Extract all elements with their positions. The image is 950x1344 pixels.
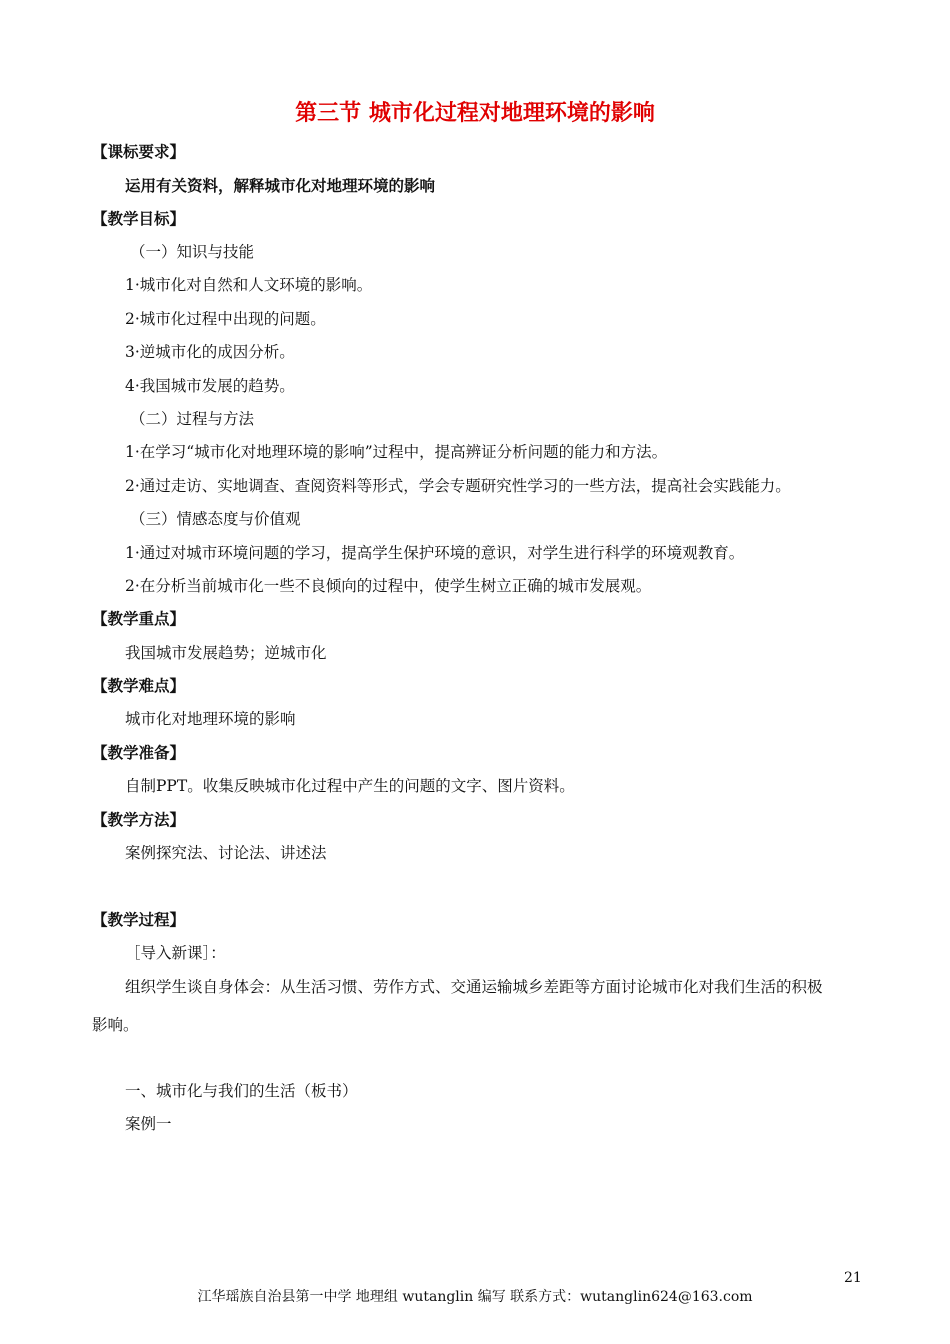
section-heading: 一、城市化与我们的生活（板书）: [125, 1082, 358, 1100]
heading-zhunbei: 【教学准备】: [92, 744, 186, 762]
page-footer: 江华瑶族自治县第一中学 地理组 wutanglin 编写 联系方式：wutanglin624@163.com: [197, 1289, 753, 1305]
fangfa-text: 案例探究法、讨论法、讲述法: [125, 844, 327, 862]
list-item: 2·城市化过程中出现的问题。: [125, 310, 326, 328]
sub-heading-attitude: （三）情感态度与价值观: [130, 510, 301, 528]
list-item: 2·通过走访、实地调查、查阅资料等形式，学会专题研究性学习的一些方法，提高社会实践能力。: [125, 477, 791, 495]
kebiao-text: 运用有关资料，解释城市化对地理环境的影响: [125, 177, 436, 195]
paragraph-line: 影响。: [92, 1016, 139, 1034]
list-item: 2·在分析当前城市化一些不良倾向的过程中，使学生树立正确的城市发展观。: [125, 577, 652, 595]
list-item: 4·我国城市发展的趋势。: [125, 377, 295, 395]
list-item: 1·在学习“城市化对地理环境的影响”过程中，提高辨证分析问题的能力和方法。: [125, 443, 668, 461]
heading-guocheng: 【教学过程】: [92, 911, 186, 929]
zhongdian-text: 我国城市发展趋势；逆城市化: [125, 644, 327, 662]
heading-kebiao: 【课标要求】: [92, 143, 186, 161]
heading-mubiao: 【教学目标】: [92, 210, 186, 228]
intro-label: ［导入新课］：: [125, 944, 226, 962]
heading-zhongdian: 【教学重点】: [92, 610, 186, 628]
sub-heading-knowledge: （一）知识与技能: [130, 243, 255, 261]
paragraph-line: 组织学生谈自身体会：从生活习惯、劳作方式、交通运输城乡差距等方面讨论城市化对我们生活的积极: [125, 978, 823, 996]
list-item: 1·通过对城市环境问题的学习，提高学生保护环境的意识，对学生进行科学的环境观教育。: [125, 544, 745, 562]
case-label: 案例一: [125, 1115, 172, 1133]
heading-fangfa: 【教学方法】: [92, 811, 186, 829]
nandian-text: 城市化对地理环境的影响: [125, 710, 296, 728]
page-title: 第三节 城市化过程对地理环境的影响: [295, 101, 655, 126]
sub-heading-process: （二）过程与方法: [130, 410, 255, 428]
heading-nandian: 【教学难点】: [92, 677, 186, 695]
page-number: 21: [844, 1270, 862, 1286]
list-item: 1·城市化对自然和人文环境的影响。: [125, 276, 373, 294]
list-item: 3·逆城市化的成因分析。: [125, 343, 295, 361]
zhunbei-text: 自制PPT。收集反映城市化过程中产生的问题的文字、图片资料。: [125, 777, 575, 795]
